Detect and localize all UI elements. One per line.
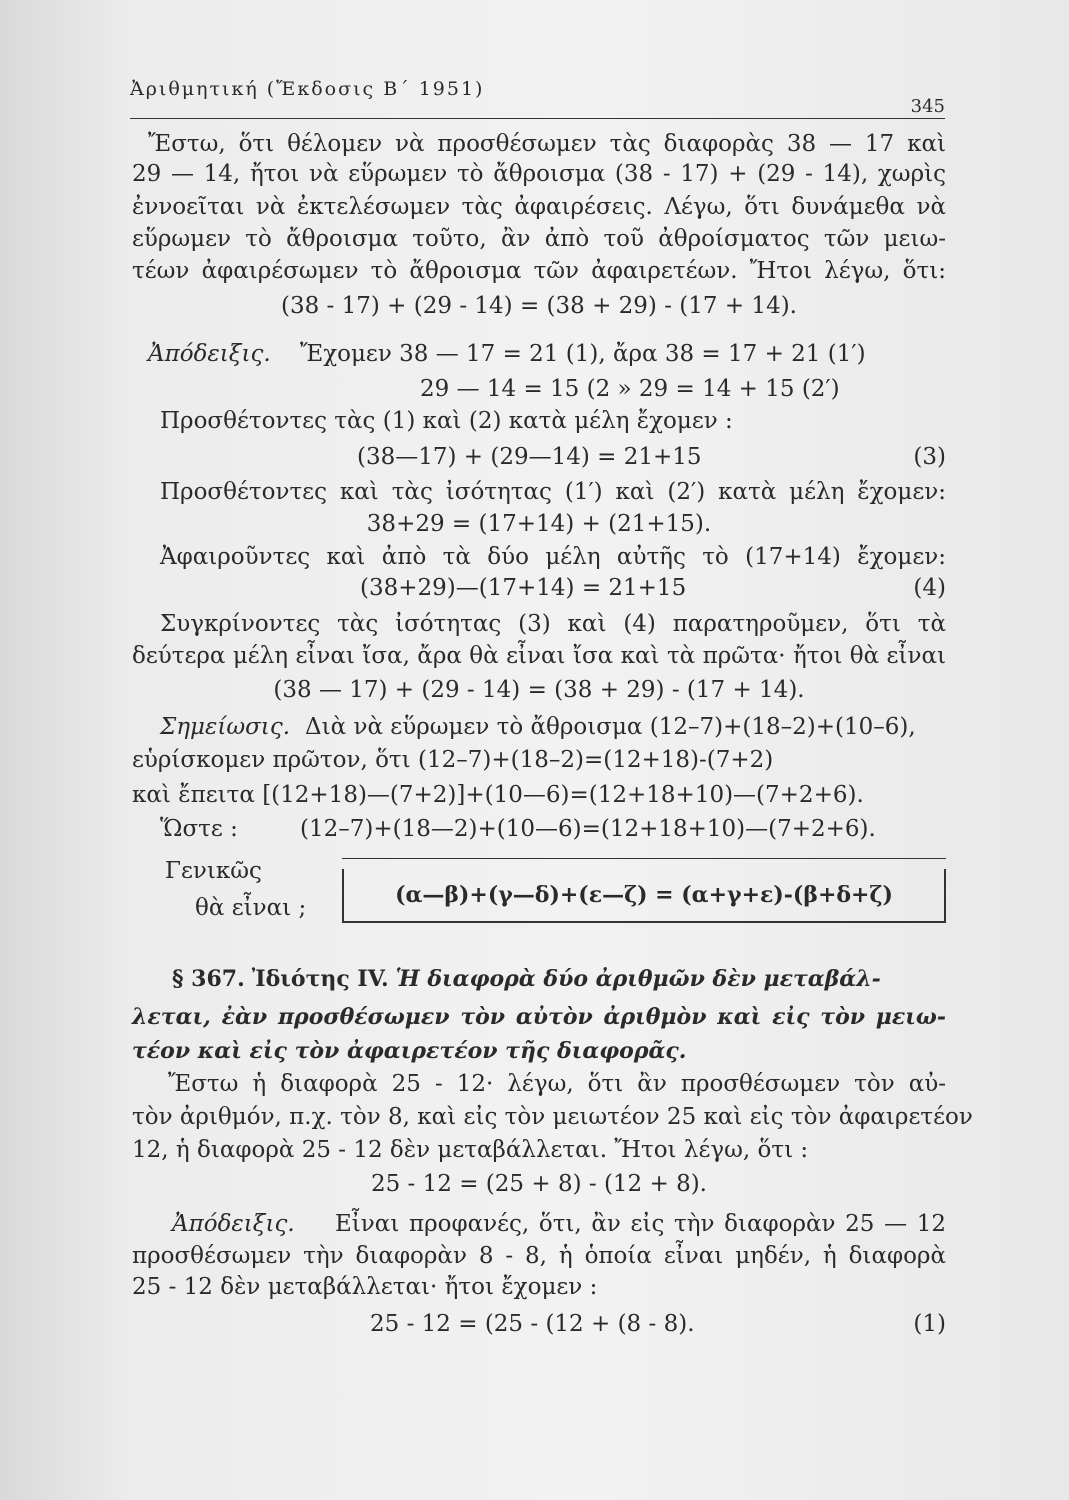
section-para-3: 12, ἡ διαφορὰ 25 - 12 δὲν μεταβάλλεται. Ἤτοι λέγω, ὅτι :: [132, 1137, 809, 1163]
section-number: § 367.: [172, 966, 245, 992]
equation-final: (38 — 17) + (29 - 14) = (38 + 29) - (17 + 14).: [273, 677, 805, 703]
section-367-heading: [172, 966, 946, 992]
remark-line-3: καὶ ἔπειτα [(12+18)—(7+2)]+(10—6)=(12+18+10)—(7+2+6).: [132, 782, 864, 808]
main-formula: (38 - 17) + (29 - 14) = (38 + 29) - (17 + 14).: [281, 293, 797, 319]
running-title: Ἀριθμητική (Ἔκδοσις Β΄ 1951): [130, 78, 485, 100]
proof-line-1: Ἔχομεν 38 — 17 = 21 (1), ἄρα 38 = 17 + 21 (1′): [300, 341, 866, 367]
general-label-2: θὰ εἶναι ;: [195, 895, 307, 921]
equation-sum: 38+29 = (17+14) + (21+15).: [366, 511, 712, 537]
section-equation-1: 25 - 12 = (25 + 8) - (12 + 8).: [370, 1171, 707, 1197]
section-proof-2: προσθέσωμεν τὴν διαφορὰν 8 - 8, ἡ ὁποία εἶναι μηδέν, ἡ διαφορὰ: [132, 1243, 946, 1269]
page-header: [130, 74, 945, 119]
intro-line-5: τέων ἀφαιρέσωμεν τὸ ἄθροισμα τῶν ἀφαιρετέων. Ἤτοι λέγω, ὅτι:: [132, 258, 946, 284]
proof-line-4: Προσθέτοντες καὶ τὰς ἰσότητας (1′) καὶ (2′) κατὰ μέλη ἔχομεν:: [160, 479, 946, 505]
proof-line-3: Προσθέτοντες τὰς (1) καὶ (2) κατὰ μέλη ἔχομεν :: [160, 408, 733, 434]
proof-line-7: δεύτερα μέλη εἶναι ἴσα, ἄρα θὰ εἶναι ἴσα καὶ τὰ πρῶτα· ἤτοι θὰ εἶναι: [132, 643, 946, 669]
remark-label: Σημείωσις.: [160, 714, 291, 740]
section-para-1: Ἔστω ἡ διαφορὰ 25 - 12· λέγω, ὅτι ἂν προσθέσωμεν τὸν αὐ-: [168, 1071, 946, 1097]
section-proof-3: 25 - 12 δὲν μεταβάλλεται· ἤτοι ἔχομεν :: [132, 1274, 598, 1300]
proof-label: Ἀπόδειξις.: [148, 341, 271, 367]
page-number: 345: [910, 96, 945, 117]
equation-4-number: (4): [913, 575, 946, 601]
intro-line-2: 29 — 14, ἤτοι νὰ εὕρωμεν τὸ ἄθροισμα (38 - 17) + (29 - 14), χωρὶς: [132, 161, 946, 187]
proof-line-5: Ἀφαιροῦντες καὶ ἀπὸ τὰ δύο μέλη αὐτῆς τὸ (17+14) ἔχομεν:: [160, 544, 946, 570]
remark-line-4-label: Ὥστε :: [160, 816, 238, 842]
proof-line-2: 29 — 14 = 15 (2 » 29 = 14 + 15 (2′): [420, 376, 840, 402]
section-equation-2-number: (1): [913, 1311, 946, 1337]
remark-line-2: εὑρίσκομεν πρῶτον, ὅτι (12–7)+(18–2)=(12+18)-(7+2): [132, 747, 774, 773]
section-para-2: τὸν ἀριθμόν, π.χ. τὸν 8, καὶ εἰς τὸν μειωτέον 25 καὶ εἰς τὸν ἀφαιρετέον: [132, 1104, 973, 1130]
section-proof-label: Ἀπόδειξις.: [172, 1211, 295, 1237]
section-proof-1: Εἶναι προφανές, ὅτι, ἂν εἰς τὴν διαφορὰν 25 — 12: [335, 1211, 946, 1237]
remark-line-4: (12–7)+(18—2)+(10—6)=(12+18+10)—(7+2+6).: [300, 816, 876, 842]
equation-3-number: (3): [913, 444, 946, 470]
statement-line-3: τέον καὶ εἰς τὸν ἀφαιρετέον τῆς διαφορᾶς.: [132, 1038, 687, 1064]
formula-box-top-rule: [342, 858, 946, 859]
proof-line-6: Συγκρίνοντες τὰς ἰσότητας (3) καὶ (4) παρατηροῦμεν, ὅτι τὰ: [160, 611, 946, 637]
general-formula: (α—β)+(γ—δ)+(ε—ζ) = (α+γ+ε)-(β+δ+ζ): [395, 882, 893, 908]
general-label-1: Γενικῶς: [165, 858, 262, 884]
statement-line-1: Ἡ διαφορὰ δύο ἀριθμῶν δὲν μεταβάλ-: [395, 966, 881, 992]
remark-line-1: Διὰ νὰ εὕρωμεν τὸ ἄθροισμα (12–7)+(18–2)+(10–6),: [305, 714, 916, 740]
section-title: Ἰδιότης IV.: [251, 966, 389, 992]
book-page: Ἀριθμητική (Ἔκδοσις Β΄ 1951) 345 Ἔστω, ὅτι θέλομεν νὰ προσθέσωμεν τὰς διαφορὰς 38 — 17 καὶ 29 — 14, ἤτοι νὰ εὕρωμεν τὸ ἄθροισμα (38 - 17) + (29 - 14), χωρὶς ἐννοεῖται νὰ ἐκτελέσωμεν τὰς ἀφαιρέσεις. Λέγω, ὅτι δυνάμεθα νὰ εὕρωμεν τὸ ἄθροισμα τοῦτο, ἂν ἀπὸ τοῦ ἀθροίσματος τῶν μειω- τέων ἀφαιρέσωμεν τὸ ἄθροισμα τῶν ἀφαιρετέων. Ἤτοι λέγω, ὅτι: (38 - 17) + (29 - 14) = (38 + 29) - (17 + 14). Ἀπόδειξις. Ἔχομεν 38 — 17 = 21 (1), ἄρα 38 = 17 + 21 (1′) 29 — 14 = 15 (2 » 29 = 14 + 15 (2′) Προσθέτοντες τὰς (1) καὶ (2) κατὰ μέλη ἔχομεν : (38—17) + (29—14) = 21+15 (3) Προσθέτοντες καὶ τὰς ἰσότητας (1′) καὶ (2′) κατὰ μέλη ἔχομεν: 38+29 = (17+14) + (21+15). Ἀφαιροῦντες καὶ ἀπὸ τὰ δύο μέλη αὐτῆς τὸ (17+14) ἔχομεν: (38+29)—(17+14) = 21+15 (4) Συγκρίνοντες τὰς ἰσότητας (3) καὶ (4) παρατηροῦμεν, ὅτι τὰ δεύτερα μέλη εἶναι ἴσα, ἄρα θὰ εἶναι ἴσα καὶ τὰ πρῶτα· ἤτοι θὰ εἶναι (38 — 17) + (29 - 14) = (38 + 29) - (17 + 14). Σημείωσις. Διὰ νὰ εὕρωμεν τὸ ἄθροισμα (12–7)+(18–2)+(10–6), εὑρίσκομεν πρῶτον, ὅτι (12–7)+(18–2)=(12+18)-(7+2) καὶ ἔπειτα [(12+18)—(7+2)]+(10—6)=(12+18+10)—(7+2+6). Ὥστε : (12–7)+(18—2)+(10—6)=(12+18+10)—(7+2+6). Γενικῶς θὰ εἶναι ; (α—β)+(γ—δ)+(ε—ζ) = (α+γ+ε)-(β+δ+ζ) § 367. Ἰδιότης IV. Ἡ διαφορὰ δύο ἀριθμῶν δὲν μεταβάλ- λεται, ἐὰν προσθέσωμεν τὸν αὐτὸν ἀριθμὸν καὶ εἰς τὸν μειω- τέον καὶ εἰς τὸν ἀφαιρετέον τῆς διαφορᾶς. Ἔστω ἡ διαφορὰ 25 - 12· λέγω, ὅτι ἂν προσθέσωμεν τὸν αὐ- τὸν ἀριθμόν, π.χ. τὸν 8, καὶ εἰς τὸν μειωτέον 25 καὶ εἰς τὸν ἀφαιρετέον 12, ἡ διαφορὰ 25 - 12 δὲν μεταβάλλεται. Ἤτοι λέγω, ὅτι : 25 - 12 = (25 + 8) - (12 + 8). Ἀπόδειξις. Εἶναι προφανές, ὅτι, ἂν εἰς τὴν διαφορὰν 25 — 12 προσθέσωμεν τὴν διαφορὰν 8 - 8, ἡ ὁποία εἶναι μηδέν, ἡ διαφορὰ 25 - 12 δὲν μεταβάλλεται· ἤτοι ἔχομεν : 25 - 12 = (25 - (12 + (8 - 8). (1): [0, 0, 1069, 1500]
general-formula-box: [342, 869, 946, 923]
intro-line-1: Ἔστω, ὅτι θέλομεν νὰ προσθέσωμεν τὰς διαφορὰς 38 — 17 καὶ: [148, 131, 946, 157]
statement-line-2: λεται, ἐὰν προσθέσωμεν τὸν αὐτὸν ἀριθμὸν καὶ εἰς τὸν μειω-: [132, 1004, 946, 1030]
intro-line-4: εὕρωμεν τὸ ἄθροισμα τοῦτο, ἂν ἀπὸ τοῦ ἀθροίσματος τῶν μειω-: [132, 226, 946, 252]
intro-line-3: ἐννοεῖται νὰ ἐκτελέσωμεν τὰς ἀφαιρέσεις. Λέγω, ὅτι δυνάμεθα νὰ: [132, 194, 946, 220]
